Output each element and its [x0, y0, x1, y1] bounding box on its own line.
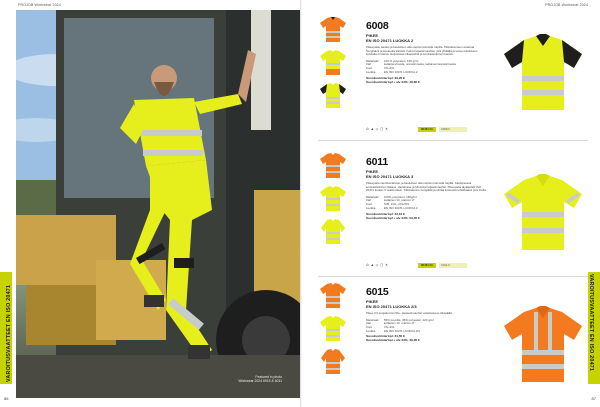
spec-value: keltainen 10, oranssi 17 [384, 198, 415, 203]
spec-key: Väri [366, 62, 372, 67]
product-type: PIKEE [366, 33, 379, 38]
main-product-image-6008 [498, 26, 588, 116]
standard-chip: 20471 CL [418, 263, 436, 268]
spec-value: 100 % polyesteri, 160 g/m² [384, 58, 419, 63]
model-chip: 6008 C [439, 127, 467, 132]
product-specs [366, 196, 496, 211]
product-description: Pikee UV-suojakerroin 50+. Heijastinnauhat vartalossa ja olkapäillä. [366, 311, 453, 315]
thumb-orange-polo[interactable] [318, 280, 348, 310]
spec-value: EN ISO 20471 LUOKKA 2 [384, 69, 418, 74]
caption-line-1: Featured in photo [255, 374, 282, 379]
spec-row [366, 330, 496, 334]
spec-key: Koot [366, 325, 372, 329]
care-icons: ⊙ ▲ ◇ ▢ ✕ [366, 127, 389, 131]
price-net: Suositushinta/ kpl: 31,50 € [366, 334, 405, 339]
spec-key: Materiaali [366, 58, 379, 63]
price-vat: Suositushinta/ kpl + alv 24%: 39,05 € [366, 338, 420, 343]
product-specs [366, 319, 496, 334]
price-net: Suositushinta/ kpl: 39,20 € [366, 75, 405, 80]
thumb-orange-long-polo[interactable] [318, 346, 348, 376]
spec-key: Väri [366, 321, 372, 326]
spec-key: Koot [366, 202, 372, 207]
section-divider [318, 140, 588, 141]
care-symbol-bar [366, 126, 496, 132]
product-description: Pikeepaita, kaulus ja kauluksen alla napitus kolmella napilla. Tikkirakenteen ansiosta hengittävä ja kosteutta siirtävä. Kaksi heijastinnauhaa, yksi ylhäällä ja toinen kauluksen kohdalla rinnassa. Heijastavat olkanauhat ja kontrastivärinen kaulus. [366, 45, 478, 57]
product-standard: EN ISO 20471 LUOKKA 2/3 [366, 304, 417, 309]
thumb-yellow-polo[interactable] [318, 183, 348, 213]
price-vat: Suositushinta/ kpl + alv 24%: 53,45 € [366, 215, 420, 220]
care-symbol-bar [366, 262, 496, 268]
product-code: 6015 [366, 286, 389, 298]
spec-key: Materiaali [366, 194, 379, 199]
color-thumbnails [318, 280, 354, 379]
thumb-orange-polo[interactable] [318, 150, 348, 180]
product-prices [366, 77, 496, 85]
product-info [366, 286, 496, 343]
product-6008 [318, 14, 588, 136]
standard-chip: 20471 CL [418, 127, 436, 132]
model-chip: 6011 C [439, 263, 467, 268]
spec-key: Luokka [366, 69, 376, 74]
side-band-text-right: VAROITUSVAATTEET EN ISO 20471 [588, 274, 594, 372]
thumb-yellow-polo[interactable] [318, 313, 348, 343]
spec-value: EN ISO 20471 LUOKKA 3 [384, 205, 418, 210]
thumb-orange-polo[interactable] [318, 14, 348, 44]
price-vat: Suositushinta/ kpl + alv 24%: 48,60 € [366, 79, 420, 84]
product-type: PIKEE [366, 299, 379, 304]
page-number-right: 87 [591, 396, 596, 401]
main-product-image-6015 [498, 298, 588, 388]
price-net: Suositushinta/ kpl: 43,10 € [366, 211, 405, 216]
page-header-right: PROJOB Workwear 2024 [545, 3, 588, 7]
section-divider [318, 276, 588, 277]
main-product-image-6011 [498, 166, 588, 256]
product-standard: EN ISO 20471 LUOKKA 3 [366, 174, 414, 179]
caption-line-2: Workwear 2024 6015 & 6011 [238, 379, 282, 384]
page-number-left: 86 [4, 396, 9, 401]
spec-row [366, 207, 496, 211]
product-prices [366, 335, 496, 343]
product-specs [366, 60, 496, 75]
product-type: PIKEE [366, 169, 379, 174]
side-band-text-left: VAROITUSVAATTEET EN ISO 20471 [6, 284, 12, 382]
product-6011 [318, 150, 588, 270]
product-code: 6011 [366, 156, 388, 168]
page-header-left: PROJOB Workwear 2024 [18, 3, 61, 7]
spec-key: Materiaali [366, 317, 379, 322]
spec-value: keltainen 10, oranssi 17 [384, 321, 415, 326]
product-standard: EN ISO 20471 LUOKKA 2 [366, 38, 414, 43]
thumb-yellow-long-polo[interactable] [318, 216, 348, 246]
color-thumbnails [318, 14, 354, 113]
hero-photo [16, 10, 300, 398]
spec-row [366, 71, 496, 75]
product-description: Pikeepaita varoitusvärissä, ja kauluksen alla napitus kolmella napilla. Kauluksessa kontrastivärinen tikkaus. Vartalossa ja hihoissa heijastinnauhat. Pikeepaita täyttää EN ISO 20471 luokan 3 vaatimukset. Tikkirakenne hengittää ja siirtää kosteutta tehokkaasti pois iholta. [366, 181, 487, 193]
color-thumbnails [318, 150, 354, 249]
product-prices [366, 213, 496, 221]
spec-value: 55% puuvilla, 45% polyesteri, 220 g/m² [384, 317, 434, 322]
spec-value: 100% polyesteri, 160g/m² [384, 194, 417, 199]
spec-value: keltainen/musta, oranssi/musta, keltainen/oranssi/musta [384, 62, 456, 67]
photo-illustration [16, 10, 300, 398]
spec-key: Koot [366, 66, 372, 71]
spec-key: Luokka [366, 328, 376, 333]
thumb-yellow-orange-polo[interactable] [318, 47, 348, 77]
product-6015 [318, 280, 588, 395]
spec-value: S/M, L/XL, 2XL/3XL [384, 202, 410, 207]
product-info [366, 20, 496, 84]
spec-key: Luokka [366, 205, 376, 210]
care-icons: ⊙ ▲ ◇ ▢ ✕ [366, 263, 389, 267]
thumb-yellow-black-polo[interactable] [318, 80, 348, 110]
spec-value: XS–4XL [384, 66, 395, 71]
spec-key: Väri [366, 198, 372, 203]
spec-value: XS–4XL [384, 325, 395, 329]
photo-caption [238, 375, 282, 384]
product-code: 6008 [366, 20, 389, 32]
product-info [366, 156, 496, 220]
spec-value: EN ISO 20471 LUOKKA 2/3 [384, 328, 420, 333]
